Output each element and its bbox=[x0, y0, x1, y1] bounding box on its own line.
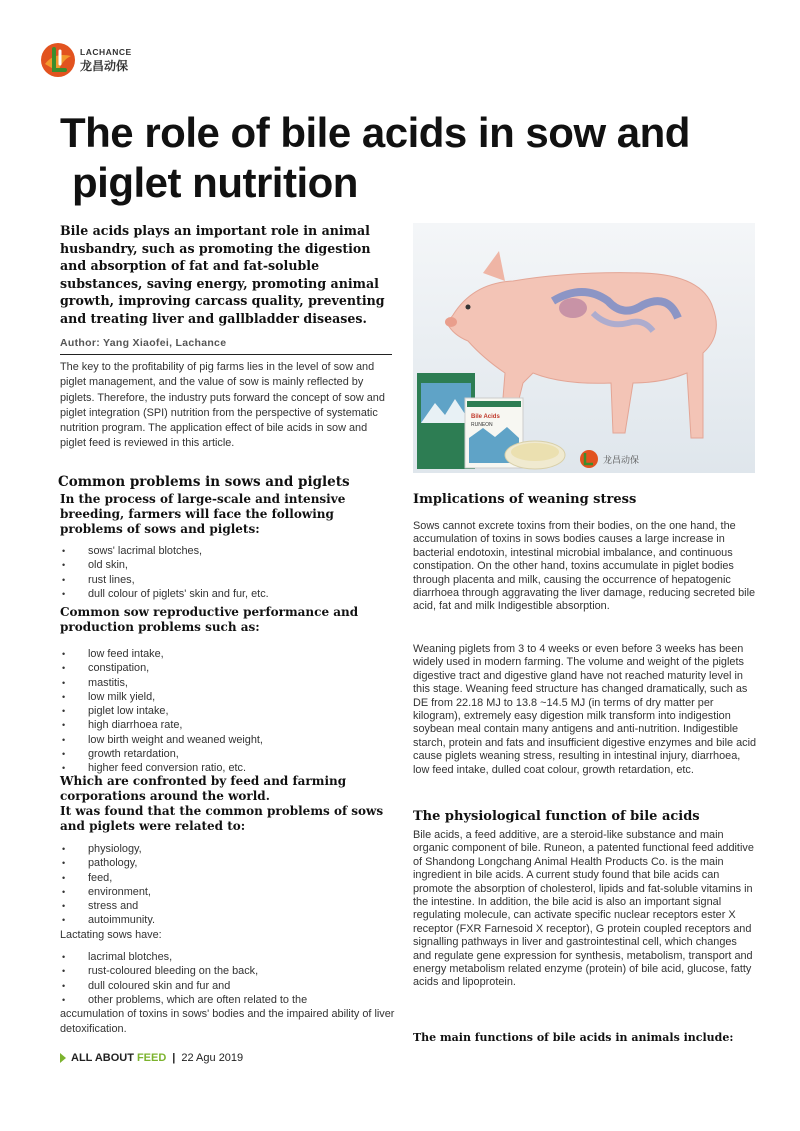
reproductive-problems-subhead: Common sow reproductive performance and production problems such as: bbox=[60, 605, 359, 634]
list-item: • physiology, bbox=[60, 842, 395, 856]
publication-name: ALL ABOUT bbox=[71, 1052, 134, 1064]
watermark-text: 龙昌动保 bbox=[603, 456, 640, 466]
list-item: • rust lines, bbox=[60, 573, 395, 587]
footer-separator: | bbox=[172, 1052, 176, 1064]
publication-name-accent: FEED bbox=[136, 1052, 167, 1064]
logo-chinese-name: 龙昌动保 bbox=[80, 58, 129, 73]
title-line-2: piglet nutrition bbox=[72, 159, 358, 206]
list-item: • growth retardation, bbox=[60, 747, 395, 761]
title-line-1: The role of bile acids in sow and bbox=[60, 109, 690, 156]
lachance-logo-mark bbox=[40, 42, 76, 78]
section-heading-physiological-function: The physiological function of bile acids bbox=[413, 809, 700, 824]
piglet-hero-image bbox=[413, 223, 755, 473]
weaning-paragraph-2: Weaning piglets from 3 to 4 weeks or even before 3 weeks has been widely used in modern farming. The volume and weight of the piglets digestive tract and digestive gland have not reached maturity level in this stage. Weaning feed structure has changed dramatically, such as DE from 22.18 MJ to 13.8 ~14.5 MJ (in terms of dry matter per kilogram), extremely easy digestion milk transform into indigestion soybean meal contain many antigens and anti-nutrition. Indigestible starch, protein and fats and insufficient digestive enzymes and bile acid cause piglets weaning stress, resulting in intestinal injury, diarrhoea, low feed intake, dulled coat colour, growth retardation, etc. bbox=[413, 643, 757, 776]
list-item: • higher feed conversion ratio, etc. bbox=[60, 761, 395, 775]
left-block-1 bbox=[60, 492, 395, 601]
lactating-tail-text: accumulation of toxins in sows' bodies and the impaired ability of liver detoxification. bbox=[60, 1008, 395, 1035]
intro-paragraph: The key to the profitability of pig farms lies in the level of sow and piglet management, and the value of sow is mainly reflected by piglets. Therefore, the industry puts forward the concept of sow and piglet integration (SPI) nutrition from the perspective of systematic nutrition program. The application effect of bile acids in sow and piglet feed is reviewed in this article. bbox=[60, 361, 385, 450]
list-item: • autoimmunity. bbox=[60, 913, 395, 927]
list-item: • constipation, bbox=[60, 661, 395, 675]
page-footer bbox=[60, 1052, 243, 1064]
problem-list-4 bbox=[60, 950, 395, 1007]
triangle-bullet-icon bbox=[60, 1053, 66, 1063]
list-item: • high diarrhoea rate, bbox=[60, 718, 395, 732]
list-item: • environment, bbox=[60, 885, 395, 899]
article-lede: Bile acids plays an important role in animal husbandry, such as promoting the digestion and absorption of fat and fat-soluble substances, saving energy, promoting animal growth, improving carcass quality, preventing and treating liver and gallbladder diseases. bbox=[60, 223, 385, 326]
bag-label: Bile Acids bbox=[471, 414, 500, 420]
section-heading-weaning-stress: Implications of weaning stress bbox=[413, 492, 637, 507]
list-item: • dull colour of piglets' skin and fur, etc. bbox=[60, 587, 395, 601]
list-item: • old skin, bbox=[60, 558, 395, 572]
problem-list-1 bbox=[60, 544, 395, 601]
left-block-2 bbox=[60, 605, 395, 776]
list-item: • sows' lacrimal blotches, bbox=[60, 544, 395, 558]
weaning-paragraph-1: Sows cannot excrete toxins from their bodies, on the one hand, the accumulation of toxins in sows bodies causes a large increase in bacterial endotoxin, intestinal microbial imbalance, and continuous constipation. On the other hand, toxins accumulate in piglet bodies through placenta and milk, causing the occurrence of hepatogenic diarrhoea through aggravating the liver damage, reducing secreted bile acid, fat and milk Indigestible absorption. bbox=[413, 520, 756, 613]
list-item: • dull coloured skin and fur and bbox=[60, 979, 395, 993]
list-item: • low birth weight and weaned weight, bbox=[60, 733, 395, 747]
problem-list-3 bbox=[60, 842, 395, 928]
author-byline: Author: Yang Xiaofei, Lachance bbox=[60, 337, 392, 355]
lachance-logo bbox=[40, 42, 132, 78]
list-item: • lacrimal blotches, bbox=[60, 950, 395, 964]
issue-date: 22 Agu 2019 bbox=[181, 1052, 244, 1064]
article-title bbox=[60, 108, 760, 208]
lactating-sows-label: Lactating sows have: bbox=[60, 928, 162, 941]
section-heading-common-problems: Common problems in sows and piglets bbox=[58, 474, 350, 490]
left-block-3 bbox=[60, 774, 395, 1036]
related-to-subhead: It was found that the common problems of sows and piglets were related to: bbox=[60, 804, 384, 833]
problem-list-2 bbox=[60, 647, 395, 776]
list-item: • other problems, which are often related to the bbox=[60, 993, 395, 1007]
list-item: • low feed intake, bbox=[60, 647, 395, 661]
logo-english-name: LACHANCE bbox=[80, 47, 132, 58]
bag-brand: RUNEON bbox=[471, 422, 493, 428]
physiology-paragraph: Bile acids, a feed additive, are a steroid-like substance and main organic component of bile. Runeon, a patented functional feed additive of Shandong Longchang Animal Health Products Co. is the main ingredient in bile acids. A current study found that bile acids can promote the absorption of cholesterol, lipids and fat-soluble vitamins in the intestine. In addition, the bile acid is also an important signal regulating molecule, can activate specific nuclear receptors ester X receptor (FXR Farnesoid X receptor), G protein coupled receptors and signalling pathways in liver and gastrointestinal cell, which changes and regulate gene expression for synthesis, metabolism, transport and energy metabolism related enzyme (protein) of bile acid, glucose, fatty acids and lipoprotein. bbox=[413, 829, 754, 989]
list-item: • low milk yield, bbox=[60, 690, 395, 704]
list-item: • stress and bbox=[60, 899, 395, 913]
list-item: • rust-coloured bleeding on the back, bbox=[60, 964, 395, 978]
confronted-subhead: Which are confronted by feed and farming corporations around the world. bbox=[60, 774, 347, 803]
list-item: • feed, bbox=[60, 871, 395, 885]
list-item: • mastitis, bbox=[60, 676, 395, 690]
main-functions-subhead: The main functions of bile acids in animals include: bbox=[413, 1031, 734, 1044]
list-item: • piglet low intake, bbox=[60, 704, 395, 718]
list-item: • pathology, bbox=[60, 856, 395, 870]
intro-problems-subhead: In the process of large-scale and intensive breeding, farmers will face the following problems of sows and piglets: bbox=[60, 492, 346, 536]
